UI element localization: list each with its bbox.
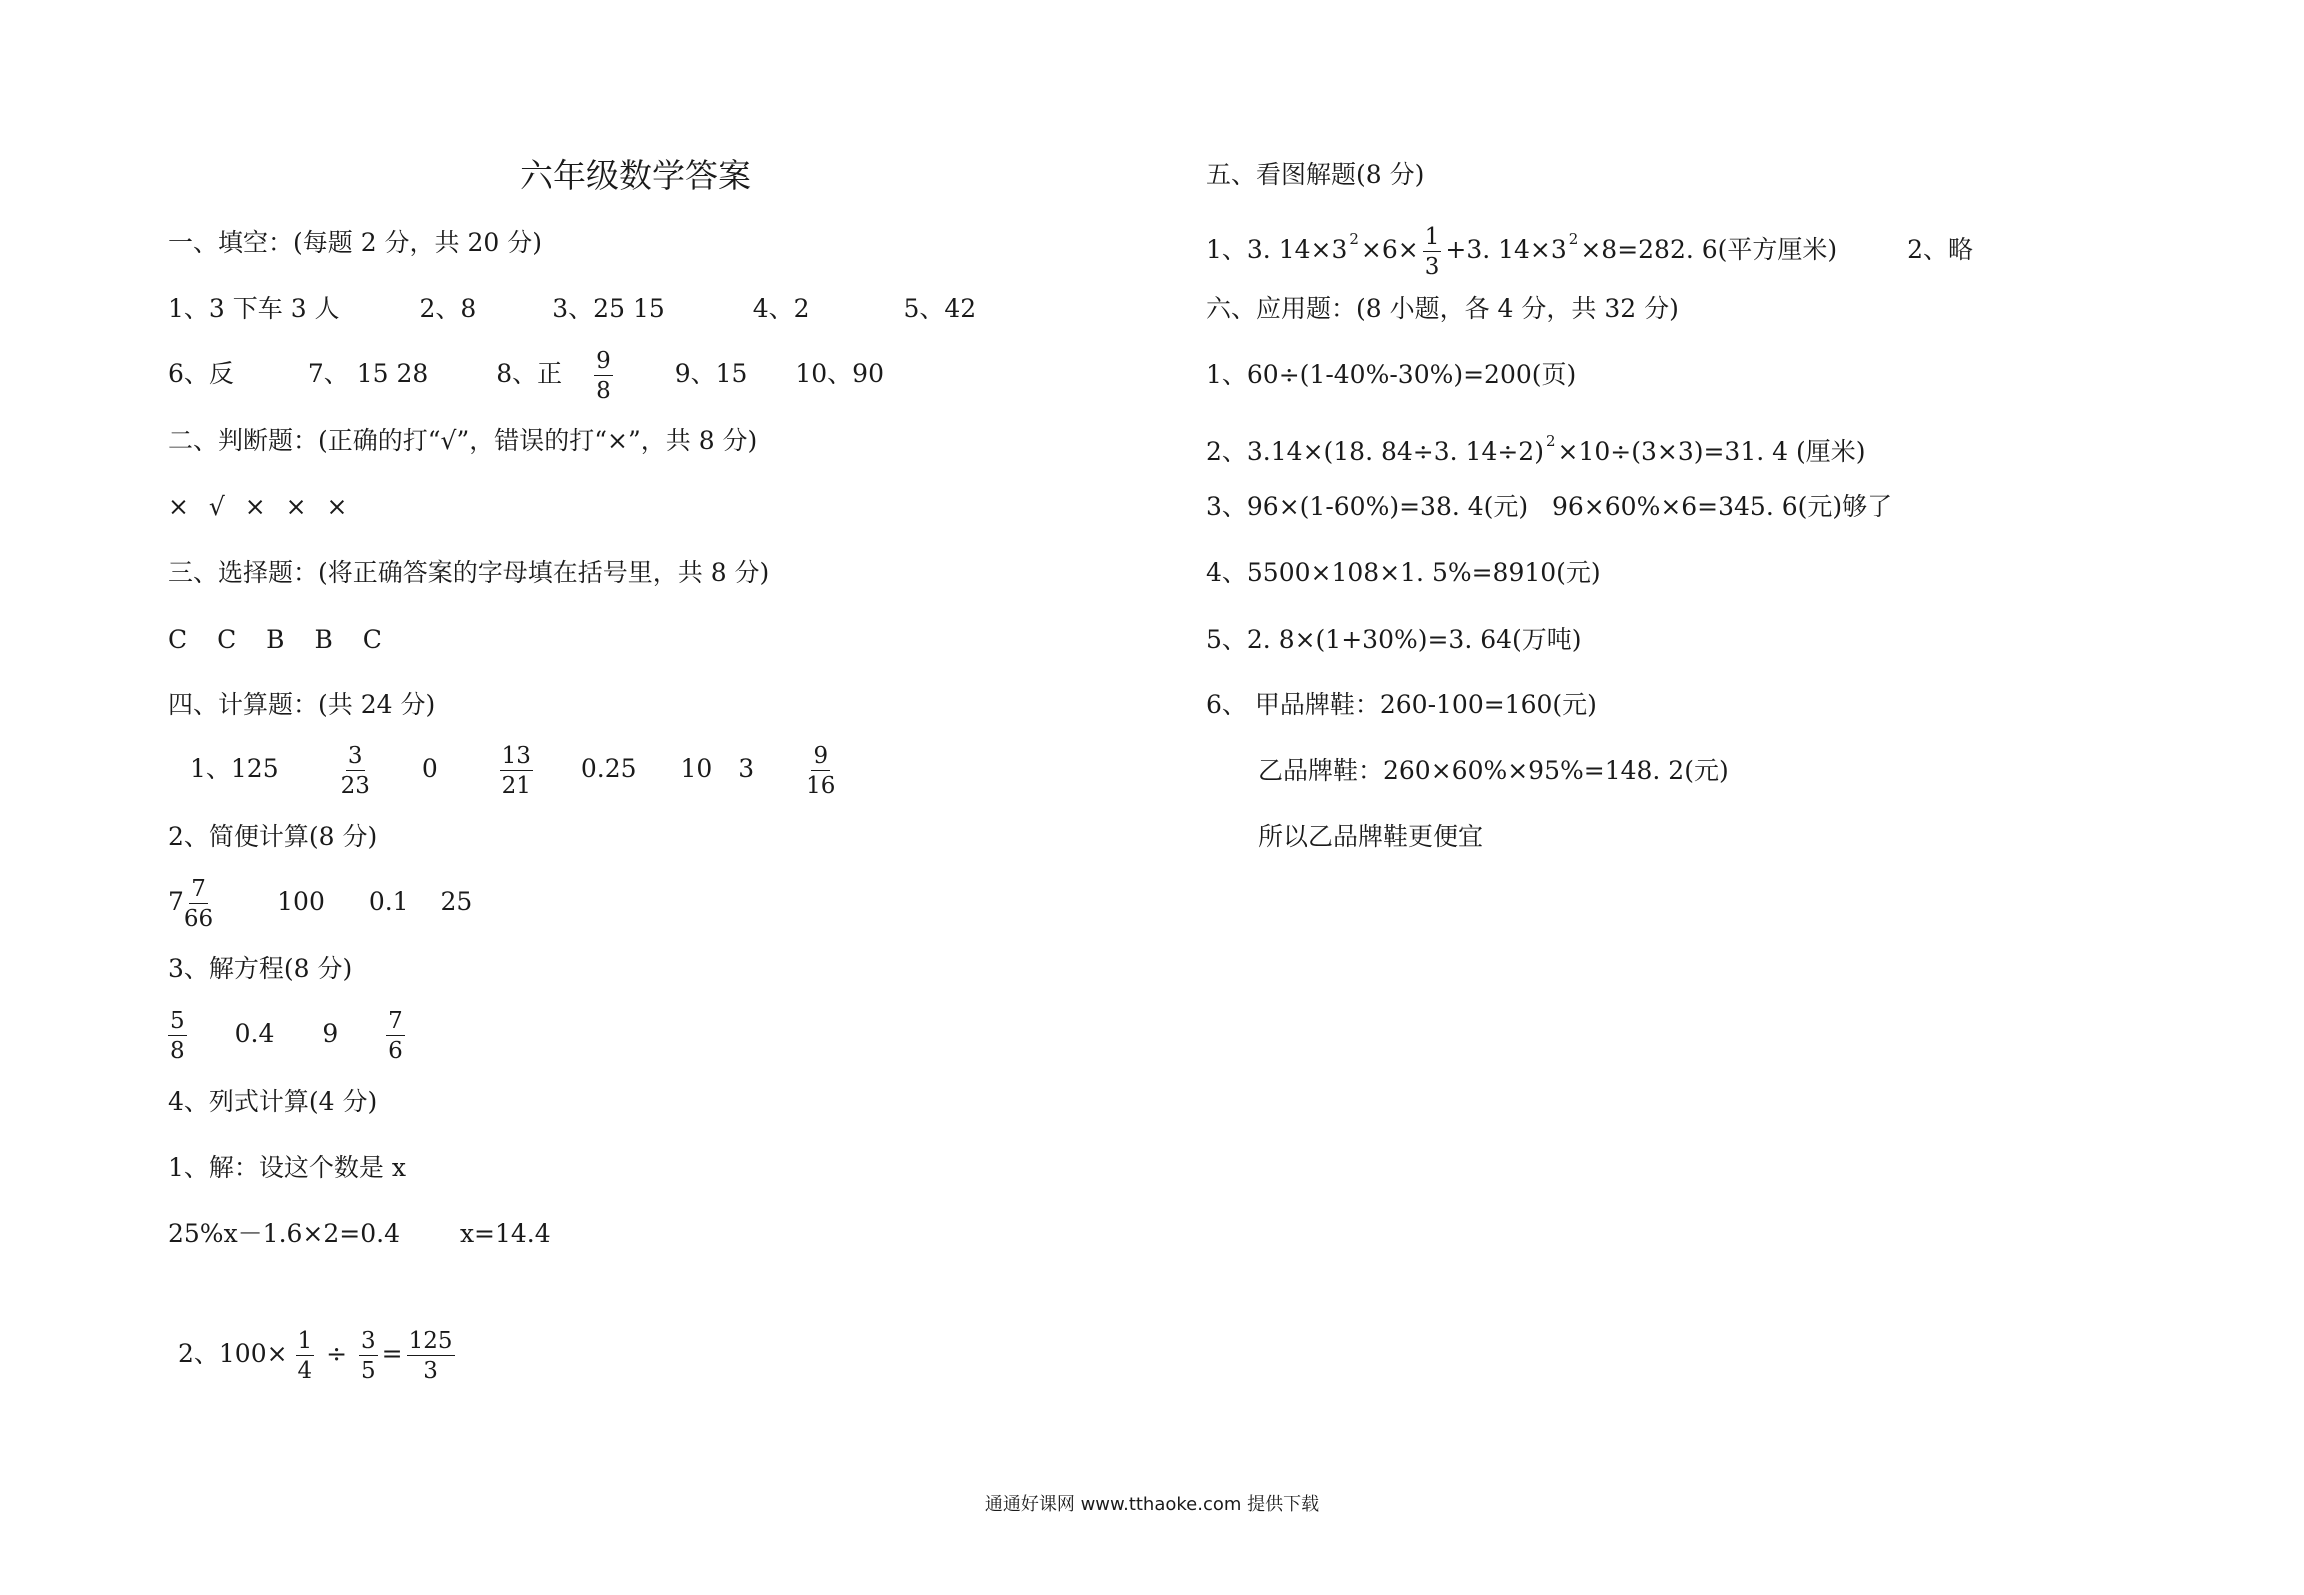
exponent: 2 (1545, 432, 1556, 450)
expression: ×10÷(3×3)=31. 4 (厘米) (1557, 437, 1866, 466)
calc-answer: 0.25 (580, 754, 637, 783)
application-1: 1、60÷(1-40%-30%)=200(页) (1206, 360, 1577, 389)
section-4-sub-2: 2、简便计算(8 分) (168, 822, 378, 851)
expression: 1、3. 14×3 (1206, 235, 1348, 264)
section-4-row-1 (190, 740, 839, 799)
calc-answer: 0.4 (234, 1019, 275, 1048)
section-2-heading: 二、判断题：(正确的打“√”，错误的打“×”，共 8 分) (168, 426, 758, 455)
calc-answer: 25 (440, 887, 473, 916)
fraction: $\frac{5}{8}$ (170, 1007, 185, 1064)
section-4-sub-3: 3、解方程(8 分) (168, 954, 353, 983)
section-3-heading: 三、选择题：(将正确答案的字母填在括号里，共 8 分) (168, 558, 770, 587)
solution: x=14.4 (459, 1219, 551, 1248)
fraction: $\frac{1}{3}$ (1424, 223, 1440, 280)
application-5: 5、2. 8×(1+30%)=3. 64(万吨) (1206, 625, 1582, 654)
answer-10: 10、90 (795, 359, 884, 388)
fraction: $\frac{3}{23}$ (340, 742, 370, 799)
calc-answer: 0 (421, 754, 438, 783)
section-2-answers: × √ × × × (168, 492, 348, 521)
fraction: $\frac{7}{66}$ (183, 875, 214, 932)
section-6-heading: 六、应用题：(8 小题，各 4 分，共 32 分) (1206, 294, 1679, 323)
answer-8: 8、正 (496, 359, 563, 388)
fraction: $\frac{13}{21}$ (501, 742, 531, 799)
application-2 (1206, 426, 1865, 467)
calc-answer: 1、125 (190, 754, 279, 783)
word-problem-1-equation (168, 1219, 551, 1249)
application-6-conclusion: 所以乙品牌鞋更便宜 (1258, 822, 1484, 851)
answer-1: 1、3 下车 3 人 (168, 294, 340, 323)
section-1-row-1 (168, 294, 976, 324)
fraction: $\frac{9}{16}$ (806, 742, 836, 799)
answer-5: 5、42 (903, 294, 977, 323)
operator: = (381, 1339, 403, 1368)
answer-2: 2、略 (1907, 235, 1974, 264)
answer-7: 7、 15 28 (307, 359, 429, 388)
section-5-heading: 五、看图解题(8 分) (1206, 160, 1425, 189)
expression: ×6× (1360, 235, 1419, 264)
calc-answer: 9 (322, 1019, 339, 1048)
page-title: 六年级数学答案 (520, 156, 751, 195)
expression: 2、3.14×(18. 84÷3. 14÷2) (1206, 437, 1544, 466)
application-6-part-b: 乙品牌鞋：260×60%×95%=148. 2(元) (1258, 756, 1729, 785)
expression: 2、100× (178, 1339, 288, 1368)
footer-watermark: 通通好课网 www.tthaoke.com 提供下载 (984, 1494, 1320, 1515)
section-4-row-3 (168, 1005, 409, 1064)
expression: +3. 14×3 (1445, 235, 1567, 264)
section-3-answers: C C B B C (168, 625, 382, 654)
answer-6: 6、反 (168, 359, 234, 388)
application-4: 4、5500×108×1. 5%=8910(元) (1206, 558, 1601, 587)
operator: ÷ (326, 1339, 348, 1368)
fraction: $\frac{3}{5}$ (361, 1327, 376, 1384)
application-6: 6、 甲品牌鞋：260-100=160(元) (1206, 690, 1597, 719)
equation: 25%x－1.6×2=0.4 (168, 1219, 400, 1248)
application-3: 3、96×(1-60%)=38. 4(元) 96×60%×6=345. 6(元)够了 (1206, 492, 1893, 521)
exponent: 2 (1349, 230, 1359, 248)
mixed-number-whole: 7 (168, 887, 184, 916)
answer-4: 4、2 (752, 294, 810, 323)
section-4-row-2 (168, 873, 472, 932)
fraction: $\frac{7}{6}$ (388, 1007, 403, 1064)
section-4-heading: 四、计算题：(共 24 分) (168, 690, 436, 719)
expression: ×8=282. 6(平方厘米) (1580, 235, 1838, 264)
exponent: 2 (1568, 230, 1579, 248)
calc-answer: 10 (680, 754, 713, 783)
section-1-heading: 一、填空：(每题 2 分，共 20 分) (168, 228, 543, 257)
calc-answer: 3 (738, 754, 755, 783)
answer-2: 2、8 (419, 294, 477, 323)
section-5-answer (1206, 210, 1973, 280)
section-4-sub-4: 4、列式计算(4 分) (168, 1087, 378, 1116)
fraction: $\frac{1}{4}$ (297, 1327, 313, 1384)
word-problem-2 (178, 1325, 459, 1384)
fraction: $\frac{9}{8}$ (596, 347, 611, 404)
answer-3: 3、25 15 (552, 294, 665, 323)
calc-answer: 0.1 (368, 887, 409, 916)
calc-answer: 100 (277, 887, 325, 916)
word-problem-1-setup: 1、解：设这个数是 x (168, 1153, 406, 1182)
section-1-row-2 (168, 345, 884, 404)
answer-9: 9、15 (674, 359, 748, 388)
fraction: $\frac{125}{3}$ (408, 1327, 453, 1384)
